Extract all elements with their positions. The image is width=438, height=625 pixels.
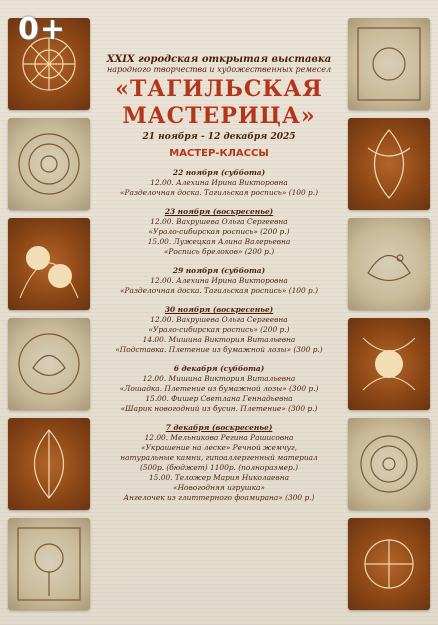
schedule-line: 12.00. Алехина Ирина Викторовна: [150, 276, 288, 285]
leaf-ornament-icon: [348, 118, 430, 210]
schedule-line: 12.00. Вахрушева Ольга Сергеевна: [150, 315, 288, 324]
schedule-day: [98, 266, 340, 296]
schedule-line: 12.00. Мельникова Регина Рашисовна: [144, 433, 294, 442]
schedule-line: 12.00. Мишина Виктория Витальевна: [142, 374, 296, 383]
schedule-line: «Шарик новогодний из бусин. Плетение» (300 р.): [120, 404, 318, 413]
schedule-line: «Разделочная доска. Тагильская роспись» (100 р.): [120, 188, 318, 197]
bird-ornament-icon: [348, 218, 430, 310]
day-heading: 7 декабря (воскресенье): [165, 423, 273, 432]
flower-pot-ornament-icon: [8, 518, 90, 610]
schedule-line: «Роспись брелоков» (200 р.): [163, 247, 275, 256]
schedule-line: 12.00. Вахрушева Ольга Сергеевна: [150, 217, 288, 226]
day-heading: 6 декабря (суббота): [173, 364, 265, 373]
flower-ornament-icon: [348, 518, 430, 610]
exhibition-title-line1: «ТАГИЛЬСКАЯ: [115, 76, 323, 102]
exhibition-dates: 21 ноября - 12 декабря 2025: [142, 132, 296, 142]
schedule-line: «Украшение на леске» Речной жемчуг,: [141, 443, 297, 452]
exhibition-line: XXIX городская открытая выставка: [106, 54, 332, 65]
leaf-ornament-icon: [8, 418, 90, 510]
schedule-day: [98, 168, 340, 198]
program-content: [98, 54, 340, 625]
age-rating: 0+: [18, 12, 67, 47]
day-heading: 29 ноября (суббота): [172, 266, 266, 275]
schedule-line: «Новогодняя игрушка»: [173, 483, 265, 492]
day-heading: 23 ноября (воскресенье): [164, 207, 274, 216]
schedule-line: «Разделочная доска. Тагильская роспись» (100 р.): [120, 286, 318, 295]
schedule-line: 14.00. Мишина Виктория Витальевна: [142, 335, 296, 344]
rosette-ornament-icon: [348, 418, 430, 510]
exhibition-subline: народного творчества и художественных ремесел: [106, 65, 332, 74]
schedule-day: [98, 305, 340, 355]
day-heading: 22 ноября (суббота): [172, 168, 266, 177]
day-heading: 30 ноября (воскресенье): [164, 305, 274, 314]
schedule-line: «Лошадка. Плетение из бумажной лозы» (300 р.): [119, 384, 319, 393]
schedule-line: (500р. (бюджет) 1100р. (полноразмер.): [139, 463, 298, 472]
section-title: МАСТЕР-КЛАССЫ: [169, 148, 269, 159]
rosette-ornament-icon: [8, 118, 90, 210]
schedule-line: 15.00. Лужецкая Алина Валерьевна: [147, 237, 291, 246]
exhibition-title-line2: МАСТЕРИЦА»: [122, 103, 316, 129]
schedule-day: [98, 207, 340, 257]
berry-ornament-icon: [348, 318, 430, 410]
bird-ornament-icon: [8, 318, 90, 410]
left-ornament-column: [8, 18, 90, 610]
right-ornament-column: [348, 18, 430, 610]
schedule-day: [98, 423, 340, 503]
schedule-line: Ангелочек из глиттерного фоамирана» (300 р.): [123, 493, 315, 502]
schedule-line: 15.00. Теложер Мария Николаевна: [148, 473, 289, 482]
schedule-line: 15.00. Фишер Светлана Геннадьевна: [145, 394, 293, 403]
schedule-day: [98, 364, 340, 414]
schedule-line: 12.00. Алехина Ирина Викторовна: [150, 178, 288, 187]
flower-ornament-icon: [348, 18, 430, 110]
schedule-line: «Урало-сибирская роспись» (200 р.): [148, 227, 290, 236]
berry-ornament-icon: [8, 218, 90, 310]
schedule-line: «Подставка. Плетение из бумажной лозы» (300 р.): [115, 345, 323, 354]
schedule-line: натуральные камни, гипоаллергенный материал: [120, 453, 318, 462]
schedule-line: «Урало-сибирская роспись» (200 р.): [148, 325, 290, 334]
